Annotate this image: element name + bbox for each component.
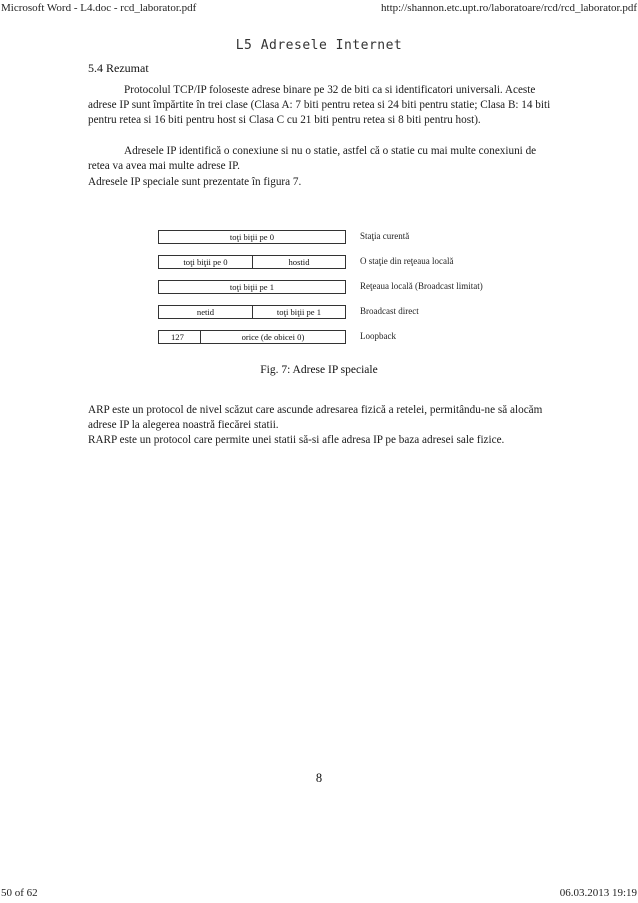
figure-row-loopback: [158, 330, 346, 344]
cell-all-zero-bits: toţi biţii pe 0: [183, 257, 228, 267]
label-current-station: Staţia curentă: [360, 231, 410, 241]
chapter-title: L5 Adresele Internet: [235, 38, 403, 53]
paragraph-rarp: RARP este un protocol care permite unei statii să-si afle adresa IP pe baza adresei sale fizice.: [88, 434, 505, 446]
label-local-station: O staţie din reţeaua locală: [360, 256, 454, 266]
paragraph-special-addresses: Adresele IP speciale sunt prezentate în figura 7.: [88, 176, 302, 188]
header-url: http://shannon.etc.upt.ro/laboratoare/rcd/rcd_laborator.pdf: [381, 2, 637, 14]
footer-timestamp: 06.03.2013 19:19: [559, 887, 637, 899]
cell-127: 127: [171, 332, 184, 342]
paragraph-arp: ARP este un protocol de nivel scăzut care ascunde adresarea fizică a retelei, permitându-ne să alocăm adrese IP la alegerea noastră fiecărei statii.: [88, 404, 543, 432]
cell-hostid: hostid: [252, 256, 345, 268]
paragraph-ip-connection: Adresele IP identifică o conexiune si nu o statie, astfel că o statie cu mai multe conexiuni de retea va avea mai multe adrese IP.: [88, 145, 537, 173]
figure-row-current-station: [158, 230, 346, 244]
label-limited-broadcast: Reţeaua locală (Broadcast limitat): [360, 281, 483, 291]
cell-all-one-bits: toţi biţii pe 1: [229, 282, 275, 292]
page-number: 8: [315, 771, 323, 785]
paragraph-tcp-ip: Protocolul TCP/IP foloseste adrese binare pe 32 de biti ca si identificatori universali. Aceste adrese IP sunt împărtite în trei clase (Clasa A: 7 biti pentru retea si 24 biti pentru statie; Clasa B: 14 biti pentru retea si 16 biti pentru host si Clasa C cu 21 biti pentru retea si 8 biti pentru host).: [88, 84, 551, 127]
section-heading: 5.4 Rezumat: [88, 61, 149, 75]
footer-page-count: 50 of 62: [1, 887, 38, 899]
figure-row-local-station: [158, 255, 346, 269]
header-doc-title: Microsoft Word - L4.doc - rcd_laborator.pdf: [1, 2, 197, 14]
figure-row-limited-broadcast: [158, 280, 346, 294]
figure-caption: Fig. 7: Adrese IP speciale: [260, 364, 378, 376]
cell-all-one-bits: toţi biţii pe 1: [252, 306, 345, 318]
figure-row-direct-broadcast: [158, 305, 346, 319]
cell-netid: netid: [196, 307, 215, 317]
cell-all-zero-bits: toţi biţii pe 0: [229, 232, 275, 242]
label-loopback: Loopback: [360, 331, 396, 341]
cell-any-value: orice (de obicei 0): [200, 331, 345, 343]
label-direct-broadcast: Broadcast direct: [360, 306, 419, 316]
